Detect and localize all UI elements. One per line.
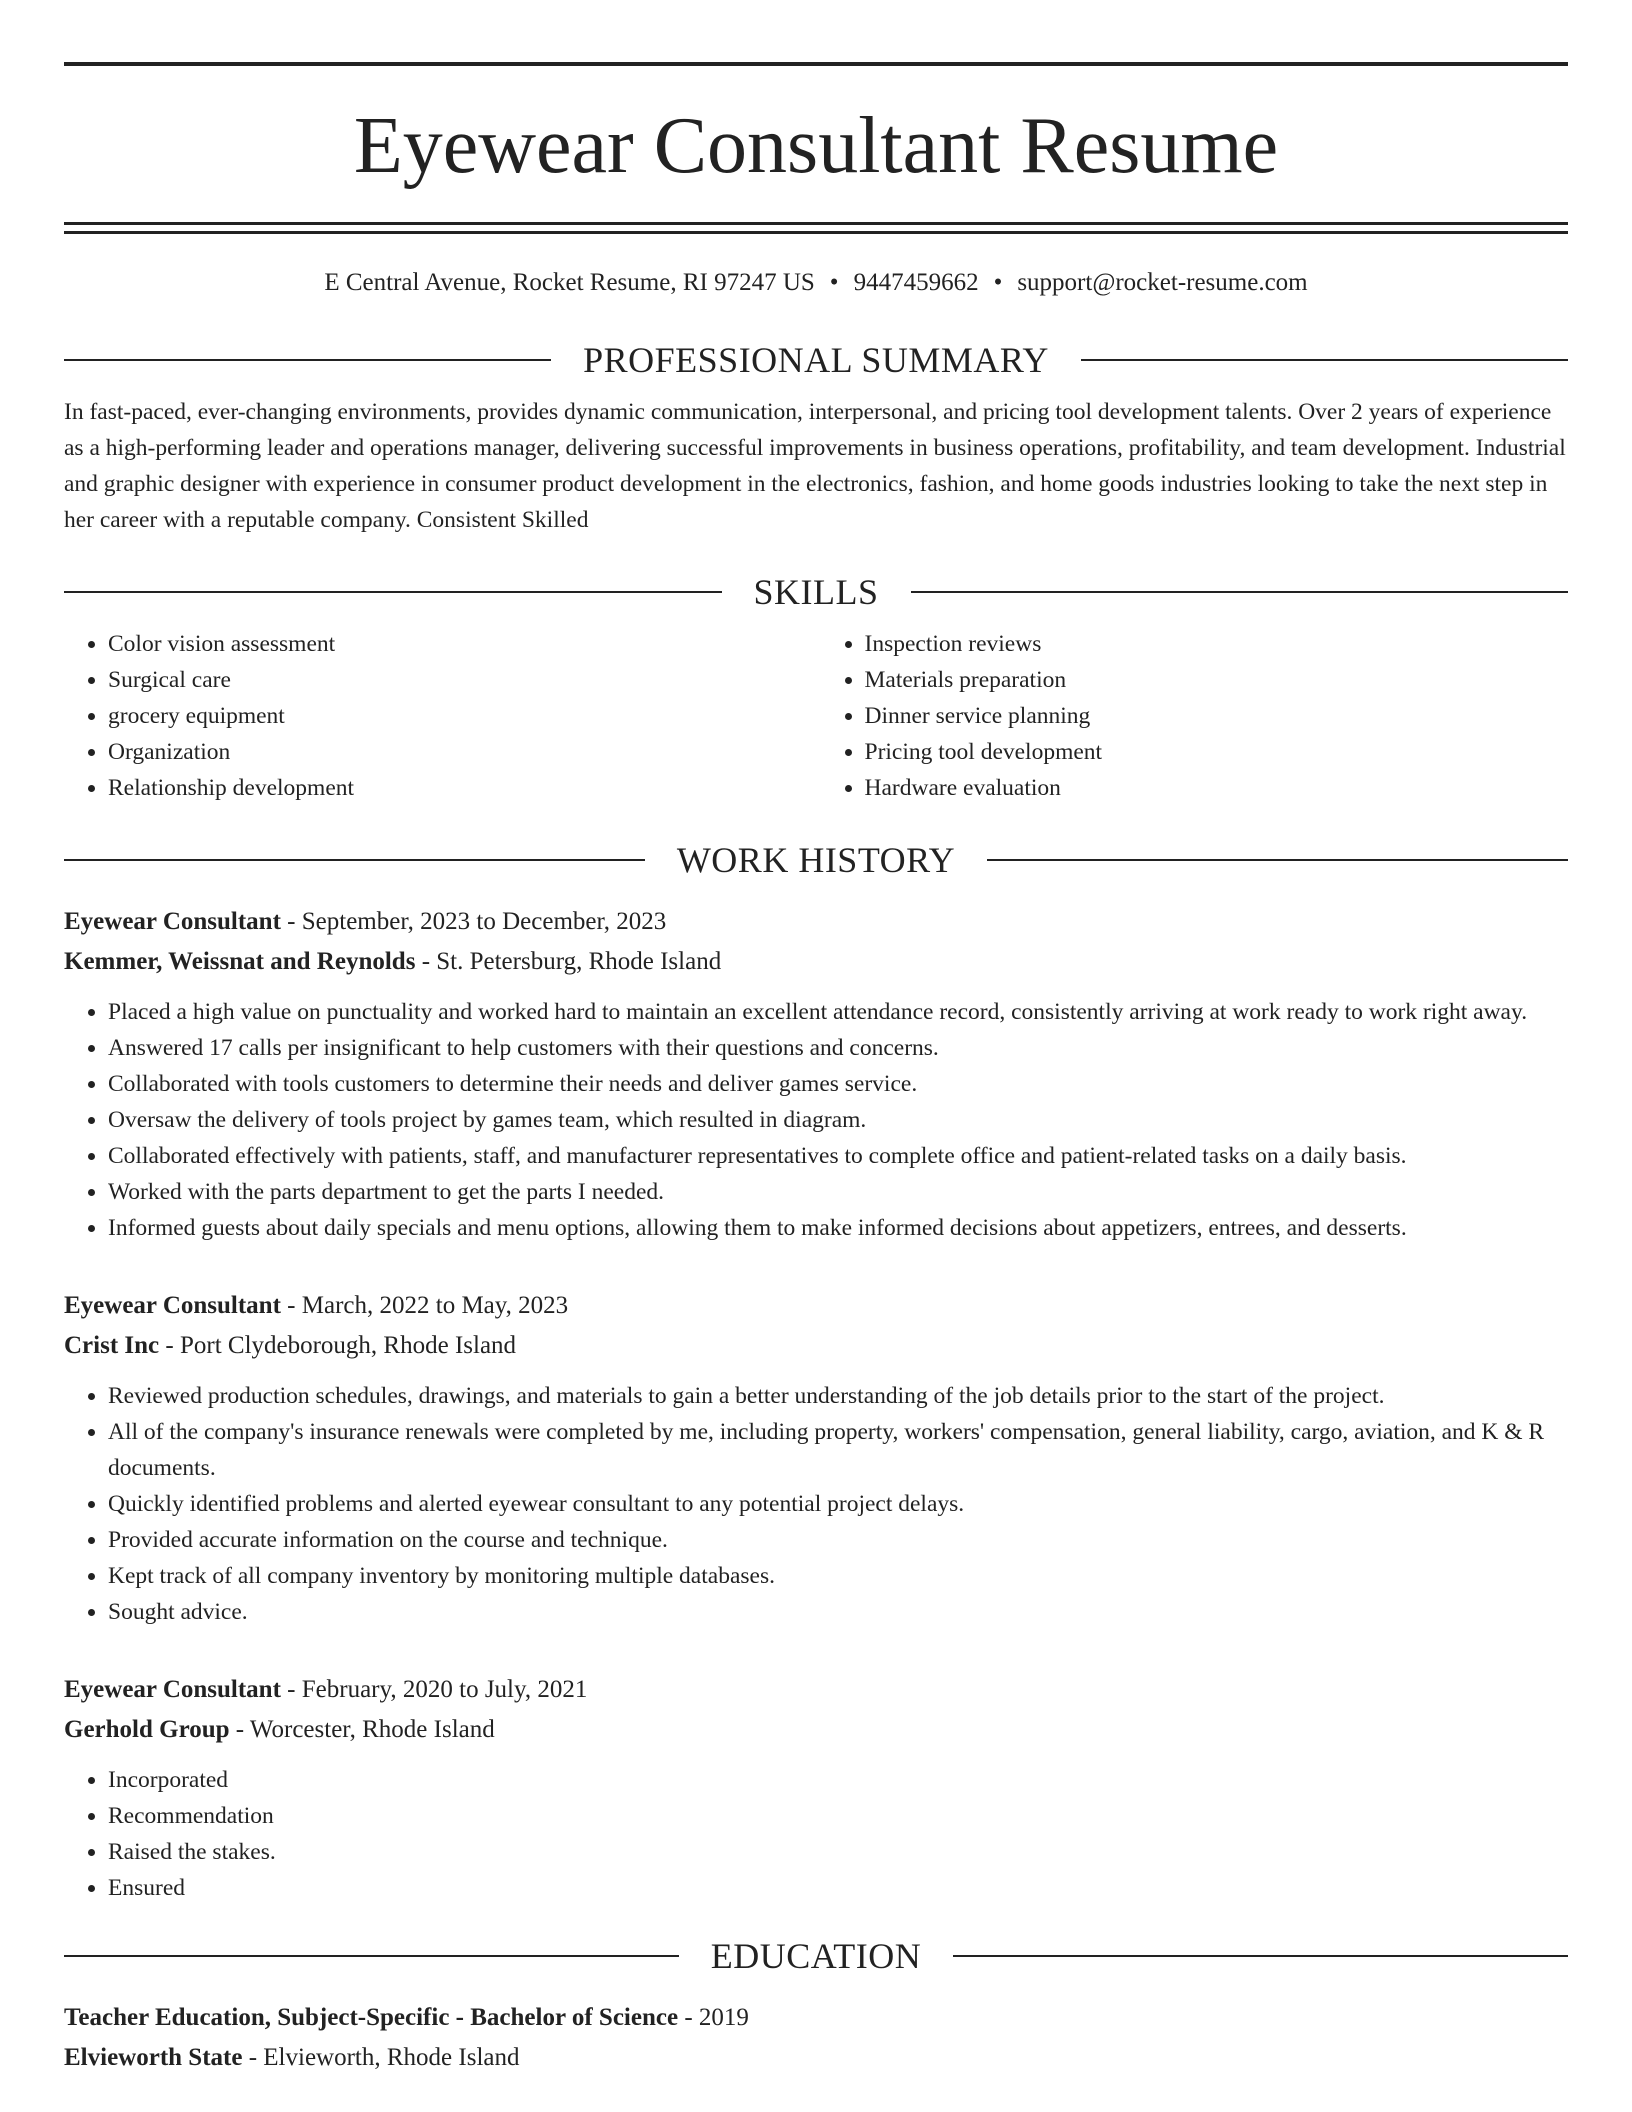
skills-heading <box>64 574 1568 610</box>
job-entry <box>64 902 1568 1246</box>
job-bullet: • Raised the stakes. <box>108 1834 1568 1870</box>
skills-column-left <box>64 626 812 806</box>
job-bullet: • Reviewed production schedules, drawings, and materials to gain a better understanding of the job details prior to the start of the project. <box>108 1378 1568 1414</box>
education-year: - 2019 <box>678 2004 749 2031</box>
job-bullet: • Sought advice. <box>108 1594 1568 1630</box>
contact-separator: • <box>829 269 839 296</box>
skill-item: • Dinner service planning <box>865 698 1569 734</box>
job-title-line <box>64 902 1568 942</box>
job-bullet: • Incorporated <box>108 1762 1568 1798</box>
job-bullet: • Informed guests about daily specials and menu options, allowing them to make informed decisions about appetizers, entrees, and desserts. <box>108 1210 1568 1246</box>
heading-rule-right <box>911 591 1569 593</box>
summary-heading <box>64 342 1568 378</box>
job-bullet: • Ensured <box>108 1870 1568 1906</box>
job-bullet: • Collaborated with tools customers to determine their needs and deliver games service. <box>108 1066 1568 1102</box>
work-heading-label: WORK HISTORY <box>676 840 956 880</box>
job-company: Kemmer, Weissnat and Reynolds <box>64 948 416 975</box>
heading-rule-left <box>64 591 722 593</box>
skill-item: • Color vision assessment <box>108 626 812 662</box>
skill-item: • grocery equipment <box>108 698 812 734</box>
contact-separator: • <box>993 269 1003 296</box>
education-degree: Teacher Education, Subject-Specific - Bachelor of Science <box>64 2004 679 2031</box>
skill-item: • Hardware evaluation <box>865 770 1569 806</box>
job-company-line <box>64 1326 1568 1366</box>
job-bullet: • Provided accurate information on the course and technique. <box>108 1522 1568 1558</box>
job-bullet: • Recommendation <box>108 1798 1568 1834</box>
skill-item: • Materials preparation <box>865 662 1569 698</box>
skill-item: • Inspection reviews <box>865 626 1569 662</box>
heading-rule-right <box>953 1955 1568 1957</box>
job-bullet: • Answered 17 calls per insignificant to help customers with their questions and concerns. <box>108 1030 1568 1066</box>
education-entry <box>64 1998 1568 2078</box>
job-title: Eyewear Consultant <box>64 1676 281 1703</box>
job-location: - Worcester, Rhode Island <box>229 1716 495 1743</box>
resume-title: Eyewear Consultant Resume <box>353 102 1279 190</box>
skill-item: • Relationship development <box>108 770 812 806</box>
contact-phone: 9447459662 <box>853 269 979 296</box>
education-degree-line <box>64 1998 1568 2038</box>
contact-line <box>64 268 1568 298</box>
job-bullet: • Placed a high value on punctuality and worked hard to maintain an excellent attendance record, consistently arriving at work ready to work right away. <box>108 994 1568 1030</box>
skills-column-right <box>812 626 1569 806</box>
heading-rule-left <box>64 1955 679 1957</box>
job-entry <box>64 1286 1568 1630</box>
skill-item: • Pricing tool development <box>865 734 1569 770</box>
job-company: Gerhold Group <box>64 1716 230 1743</box>
job-entry <box>64 1670 1568 1906</box>
job-bullet: • Quickly identified problems and alerted eyewear consultant to any potential project delays. <box>108 1486 1568 1522</box>
contact-address: E Central Avenue, Rocket Resume, RI 97247 US <box>324 269 815 296</box>
education-school-line <box>64 2038 1568 2078</box>
job-title: Eyewear Consultant <box>64 908 281 935</box>
job-company-line <box>64 942 1568 982</box>
education-heading-label: EDUCATION <box>710 1936 922 1976</box>
job-dates: - September, 2023 to December, 2023 <box>280 908 667 935</box>
header-double-rule <box>64 222 1568 234</box>
job-bullets <box>64 1378 1568 1630</box>
summary-text: In fast-paced, ever-changing environments, provides dynamic communication, interpersonal, and pricing tool development talents. Over 2 years of experience as a high-performing leader and operations manager, delivering successful improvements in business operations, profitability, and team development. Industrial and graphic designer with experience in consumer product development in the electronics, fashion, and home goods industries looking to take the next step in her career with a reputable company. Consistent Skilled <box>64 399 1566 533</box>
job-location: - Port Clydeborough, Rhode Island <box>159 1332 517 1359</box>
work-heading <box>64 842 1568 878</box>
summary-heading-label: PROFESSIONAL SUMMARY <box>583 340 1049 380</box>
job-bullets <box>64 1762 1568 1906</box>
job-title: Eyewear Consultant <box>64 1292 281 1319</box>
job-bullet: • Oversaw the delivery of tools project by games team, which resulted in diagram. <box>108 1102 1568 1138</box>
job-title-line <box>64 1670 1568 1710</box>
job-title-line <box>64 1286 1568 1326</box>
skill-item: • Surgical care <box>108 662 812 698</box>
job-dates: - March, 2022 to May, 2023 <box>280 1292 569 1319</box>
heading-rule-right <box>987 859 1568 861</box>
heading-rule-left <box>64 859 645 861</box>
job-bullet: • Collaborated effectively with patients, staff, and manufacturer representatives to complete office and patient-related tasks on a daily basis. <box>108 1138 1568 1174</box>
job-dates: - February, 2020 to July, 2021 <box>280 1676 588 1703</box>
skills-list <box>64 626 1568 806</box>
job-bullet: • Worked with the parts department to get the parts I needed. <box>108 1174 1568 1210</box>
job-company: Crist Inc <box>64 1332 160 1359</box>
job-bullet: • All of the company's insurance renewals were completed by me, including property, workers' compensation, general liability, cargo, aviation, and K & R documents. <box>108 1414 1568 1486</box>
education-heading <box>64 1938 1568 1974</box>
heading-rule-left <box>64 359 551 361</box>
job-location: - St. Petersburg, Rhode Island <box>415 948 722 975</box>
header-top-rule <box>64 62 1568 66</box>
heading-rule-right <box>1081 359 1568 361</box>
job-bullets <box>64 994 1568 1246</box>
education-school: Elvieworth State <box>64 2044 243 2071</box>
education-location: - Elvieworth, Rhode Island <box>242 2044 520 2071</box>
skill-item: • Organization <box>108 734 812 770</box>
skills-heading-label: SKILLS <box>753 572 879 612</box>
resume-content <box>64 62 1568 2078</box>
job-company-line <box>64 1710 1568 1750</box>
job-bullet: • Kept track of all company inventory by monitoring multiple databases. <box>108 1558 1568 1594</box>
contact-email: support@rocket-resume.com <box>1017 269 1308 296</box>
